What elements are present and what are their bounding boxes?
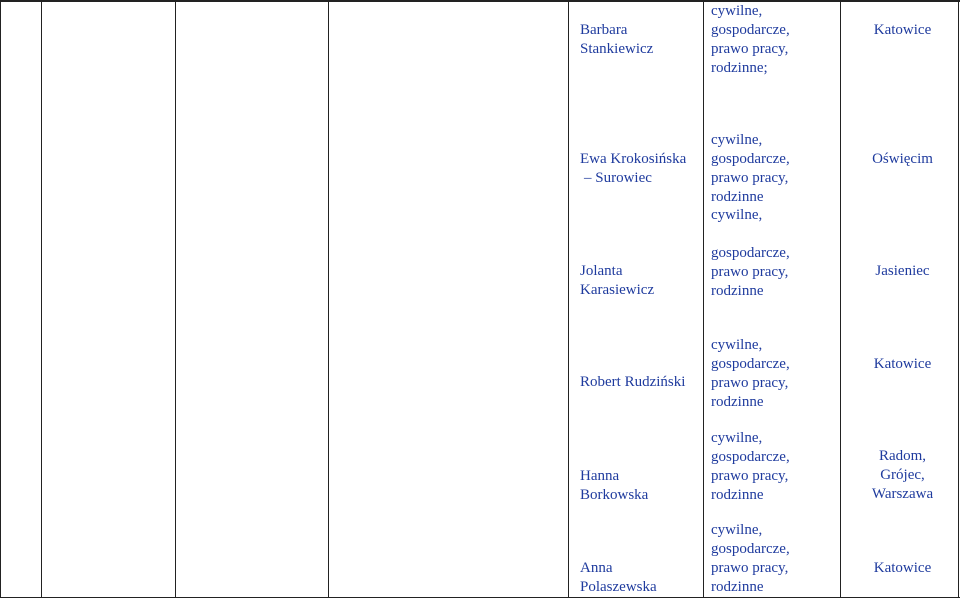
practice-areas bbox=[711, 206, 833, 301]
table-row bbox=[580, 262, 698, 300]
practice-area: rodzinne bbox=[711, 579, 764, 595]
practice-area: rodzinne bbox=[711, 487, 764, 503]
practice-area: gospodarcze, bbox=[711, 22, 790, 38]
city bbox=[846, 150, 959, 169]
practice-area: gospodarcze, bbox=[711, 541, 790, 557]
practice-area: prawo pracy, bbox=[711, 375, 789, 391]
table-row bbox=[580, 559, 698, 597]
city bbox=[846, 559, 959, 578]
city-name: Grójec, bbox=[880, 467, 925, 483]
lawyer-name: Stankiewicz bbox=[580, 41, 654, 57]
column-border bbox=[175, 0, 176, 598]
practice-area: gospodarcze, bbox=[711, 356, 790, 372]
lawyer-name: Borkowska bbox=[580, 487, 649, 503]
table-row bbox=[580, 467, 698, 505]
city-name: Jasieniec bbox=[875, 263, 930, 279]
practice-area: gospodarcze, bbox=[711, 151, 790, 167]
practice-area: rodzinne bbox=[711, 394, 764, 410]
column-border bbox=[840, 0, 841, 598]
table-row bbox=[580, 373, 698, 392]
table-row bbox=[580, 21, 698, 59]
practice-areas bbox=[711, 336, 833, 412]
column-border bbox=[0, 0, 1, 598]
city-name: Katowice bbox=[873, 560, 932, 576]
practice-areas bbox=[711, 131, 833, 207]
practice-areas bbox=[711, 2, 833, 78]
practice-area: gospodarcze, bbox=[711, 245, 790, 261]
city-name: Katowice bbox=[873, 356, 932, 372]
practice-area: prawo pracy, bbox=[711, 170, 789, 186]
lawyer-name: Ewa Krokosińska bbox=[580, 151, 687, 167]
lawyer-name: Karasiewicz bbox=[580, 282, 655, 298]
column-border bbox=[328, 0, 329, 598]
practice-area bbox=[711, 225, 833, 244]
practice-area: prawo pracy, bbox=[711, 468, 789, 484]
column-border bbox=[41, 0, 42, 598]
practice-areas bbox=[711, 429, 833, 505]
practice-area: cywilne, bbox=[711, 522, 763, 538]
column-border bbox=[703, 0, 704, 598]
practice-area: prawo pracy, bbox=[711, 264, 789, 280]
practice-area: rodzinne bbox=[711, 283, 764, 299]
practice-area: rodzinne bbox=[711, 189, 764, 205]
lawyer-name: Hanna bbox=[580, 468, 620, 484]
practice-area: cywilne, bbox=[711, 132, 763, 148]
city bbox=[846, 21, 959, 40]
city bbox=[846, 262, 959, 281]
practice-area: rodzinne; bbox=[711, 60, 768, 76]
lawyer-name: Robert Rudziński bbox=[580, 374, 686, 390]
city bbox=[846, 447, 959, 504]
lawyer-name: – Surowiec bbox=[584, 170, 652, 186]
city bbox=[846, 355, 959, 374]
city-name: Oświęcim bbox=[872, 151, 933, 167]
city-name: Katowice bbox=[873, 22, 932, 38]
practice-area: gospodarcze, bbox=[711, 449, 790, 465]
lawyer-name: Jolanta bbox=[580, 263, 623, 279]
table-row bbox=[580, 150, 698, 188]
lawyer-name: Polaszewska bbox=[580, 579, 657, 595]
column-border bbox=[568, 0, 569, 598]
practice-areas bbox=[711, 521, 833, 597]
practice-area: cywilne, bbox=[711, 430, 763, 446]
city-name: Warszawa bbox=[871, 486, 934, 502]
practice-area: cywilne, bbox=[711, 207, 763, 223]
practice-area: cywilne, bbox=[711, 337, 763, 353]
practice-area: cywilne, bbox=[711, 3, 763, 19]
practice-area: prawo pracy, bbox=[711, 41, 789, 57]
practice-area: prawo pracy, bbox=[711, 560, 789, 576]
lawyer-name: Anna bbox=[580, 560, 613, 576]
column-border bbox=[958, 0, 959, 598]
city-name: Radom, bbox=[878, 448, 927, 464]
lawyer-name: Barbara bbox=[580, 22, 628, 38]
